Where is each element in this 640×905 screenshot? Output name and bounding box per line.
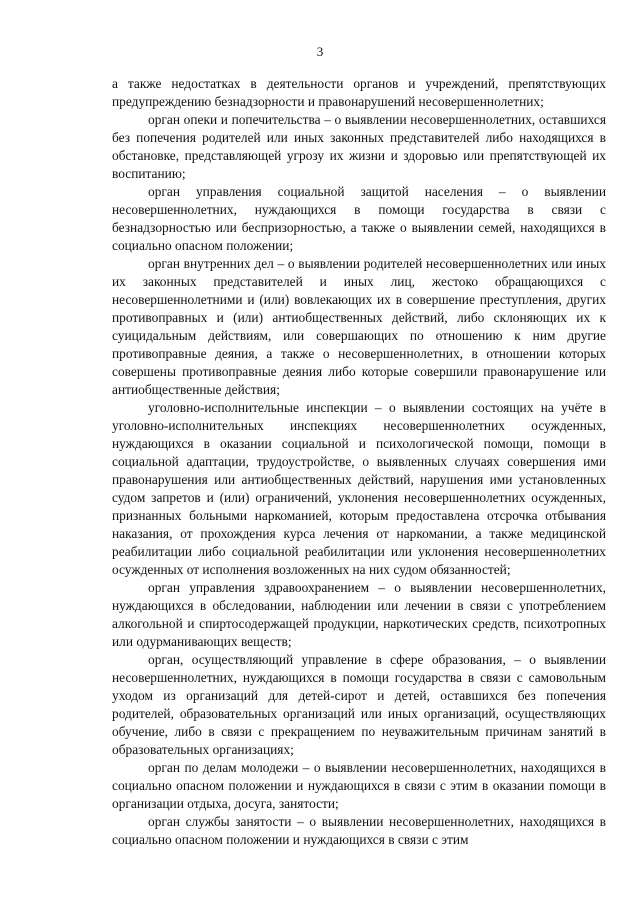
paragraph-healthcare: орган управления здравоохранением – о выявлении несовершеннолетних, нуждающихся в обследовании, наблюдении или лечении в связи с употреблением алкогольной и спиртосодержащей продукции, наркотических средств, психотропных или одурманивающих веществ; bbox=[112, 580, 606, 649]
paragraph-guardianship: орган опеки и попечительства – о выявлении несовершеннолетних, оставшихся без попечения родителей или иных законных представителей либо находящихся в обстановке, представляющей угрозу их жизни и здоровью или препятствующей их воспитанию; bbox=[112, 112, 606, 181]
page-number: 3 bbox=[316, 44, 324, 59]
paragraph-employment-service: орган службы занятости – о выявлении несовершеннолетних, находящихся в социально опасном положении и нуждающихся в связи с этим bbox=[112, 814, 606, 847]
paragraph-education: орган, осуществляющий управление в сфере образования, – о выявлении несовершеннолетних, нуждающихся в помощи государства в связи с самовольным уходом из организаций для детей-сирот и детей, оставшихся без попечения родителей, образовательных организаций или иных организаций, осуществляющих обучение, либо в связи с прекращением по неуважительным причинам занятий в образовательных организациях; bbox=[112, 652, 606, 757]
document-body bbox=[112, 75, 606, 849]
paragraph-continuation: а также недостатках в деятельности органов и учреждений, препятствующих предупреждению безнадзорности и правонарушений несовершеннолетних; bbox=[112, 76, 606, 109]
paragraph-internal-affairs: орган внутренних дел – о выявлении родителей несовершеннолетних или иных их законных представителей и иных лиц, жестоко обращающихся с несовершеннолетними и (или) вовлекающих их в совершение преступления, других противоправных и (или) антиобщественных действий, либо склоняющих их к суицидальным действиям, или совершающих по отношению к ним другие противоправные деяния, а также о несовершеннолетних, в отношении которых совершены противоправные деяния либо которые совершили правонарушение или антиобщественные действия; bbox=[112, 256, 606, 397]
paragraph-social-protection: орган управления социальной защитой населения – о выявлении несовершеннолетних, нуждающихся в помощи государства в связи с безнадзорностью или беспризорностью, а также о выявлении семей, находящихся в социально опасном положении; bbox=[112, 184, 606, 253]
paragraph-youth-affairs: орган по делам молодежи – о выявлении несовершеннолетних, находящихся в социально опасном положении и нуждающихся в связи с этим в оказании помощи в организации отдыха, досуга, занятости; bbox=[112, 760, 606, 811]
paragraph-penal-inspections: уголовно-исполнительные инспекции – о выявлении состоящих на учёте в уголовно-исполнительных инспекциях несовершеннолетних осужденных, нуждающихся в оказании социальной и психологической помощи, помощи в социальной адаптации, трудоустройстве, о выявленных случаях совершения ими правонарушения или антиобщественных действий, нарушения ими установленных судом запретов и (или) ограничений, уклонения несовершеннолетних осужденных, признанных больными наркоманией, которым предоставлена отсрочка отбывания наказания, от прохождения курса лечения от наркомании, а также медицинской реабилитации либо социальной реабилитации или уклонения несовершеннолетних осужденных от исполнения возложенных на них судом обязанностей; bbox=[112, 400, 606, 577]
